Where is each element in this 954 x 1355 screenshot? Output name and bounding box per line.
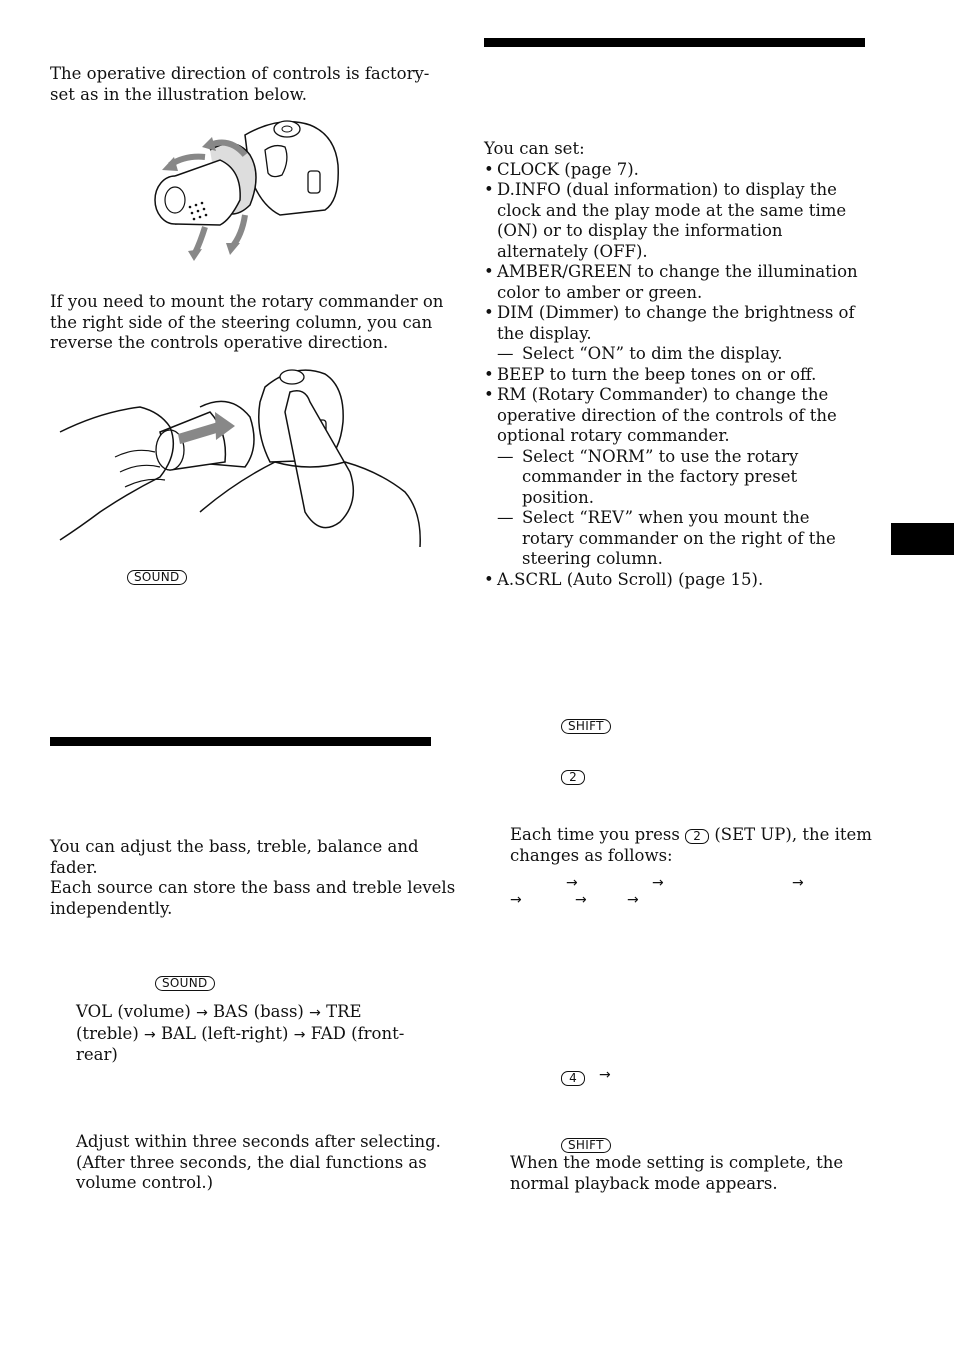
bullet-icon: • <box>484 364 494 384</box>
complete-text: When the mode setting is complete, the normal playback mode appears. <box>510 1153 844 1193</box>
sequence-arrow-icon: → <box>652 875 664 891</box>
list-item-dinfo: • D.INFO (dual information) to display the clock and the play mode at the same time (ON) or to display the information alternately (OFF). <box>484 180 847 261</box>
rm-sub-item-norm: — Select “NORM” to use the rotary commander in the factory preset position. <box>497 446 799 507</box>
sound-key-1[interactable]: SOUND <box>127 566 187 587</box>
rm-sub-item-rev: — Select “REV” when you mount the rotary commander on the right of the steering column. <box>497 508 836 568</box>
dash-icon: — <box>497 446 514 466</box>
sequence-arrow-icon: → <box>792 875 804 891</box>
list-item-clock: • CLOCK (page 7). <box>484 159 639 179</box>
sequence-arrow-icon: → <box>566 875 578 891</box>
setup-list <box>484 139 869 590</box>
number-key-4[interactable]: 4 <box>561 1067 585 1088</box>
list-item-rm: • RM (Rotary Commander) to change the operative direction of the controls of the optional rotary commander. <box>484 385 837 445</box>
adjust-text: You can adjust the bass, treble, balance and fader. Each source can store the bass and treble levels independently. <box>50 837 456 918</box>
sequence-arrow-icon: → <box>627 892 639 908</box>
mount-text: If you need to mount the rotary commander on the right side of the steering column, you can reverse the controls operative direction. <box>50 292 444 352</box>
number-key-2[interactable]: 2 <box>561 766 585 787</box>
list-item-amber-green: • AMBER/GREEN to change the illumination color to amber or green. <box>484 262 858 302</box>
arrow-icon: → <box>293 1026 306 1043</box>
arrow-icon: → <box>599 1067 611 1083</box>
sound-key-2[interactable]: SOUND <box>155 972 215 993</box>
dash-icon: — <box>497 508 514 527</box>
shift-key-2[interactable]: SHIFT <box>561 1134 611 1155</box>
bullet-icon: • <box>484 180 494 199</box>
bullet-icon: • <box>484 159 494 179</box>
rotary-commander-illustration <box>150 115 345 260</box>
bullet-icon: • <box>484 569 494 589</box>
arrow-icon: → <box>309 1005 321 1021</box>
bullet-icon: • <box>484 262 494 281</box>
dim-sub-item: — Select “ON” to dim the display. <box>497 344 783 363</box>
list-item-dim: • DIM (Dimmer) to change the brightness of the display. <box>484 303 855 343</box>
bullet-icon: • <box>484 385 494 404</box>
section-rule-left <box>50 737 431 746</box>
section-rule-right-top <box>484 38 865 47</box>
sequence-arrow-icon: → <box>510 892 522 908</box>
you-can-set-label: You can set: <box>484 139 585 158</box>
list-item-beep: • BEEP to turn the beep tones on or off. <box>484 364 817 384</box>
number-key-2-inline: 2 <box>685 829 709 844</box>
each-time-text: Each time you press 2 (SET UP), the item changes as follows: <box>510 825 872 865</box>
intro-text: The operative direction of controls is factory- set as in the illustration below. <box>50 64 430 104</box>
sound-sequence: VOL (volume) → BAS (bass) → TRE (treble) → BAL (left-right) → FAD (front- rear) <box>76 1002 405 1064</box>
adjust-within-text: Adjust within three seconds after selecting. (After three seconds, the dial functions as volume control.) <box>76 1132 441 1192</box>
arrow-icon: → <box>196 1005 208 1021</box>
hand-pressing-illustration <box>60 362 425 547</box>
arrow-icon: → <box>144 1026 156 1043</box>
list-item-ascrl: • A.SCRL (Auto Scroll) (page 15). <box>484 569 764 589</box>
bullet-icon: • <box>484 303 494 322</box>
dash-icon: — <box>497 344 514 363</box>
shift-key-1[interactable]: SHIFT <box>561 715 611 736</box>
sequence-arrow-icon: → <box>575 892 587 908</box>
page-side-tab <box>891 523 954 555</box>
